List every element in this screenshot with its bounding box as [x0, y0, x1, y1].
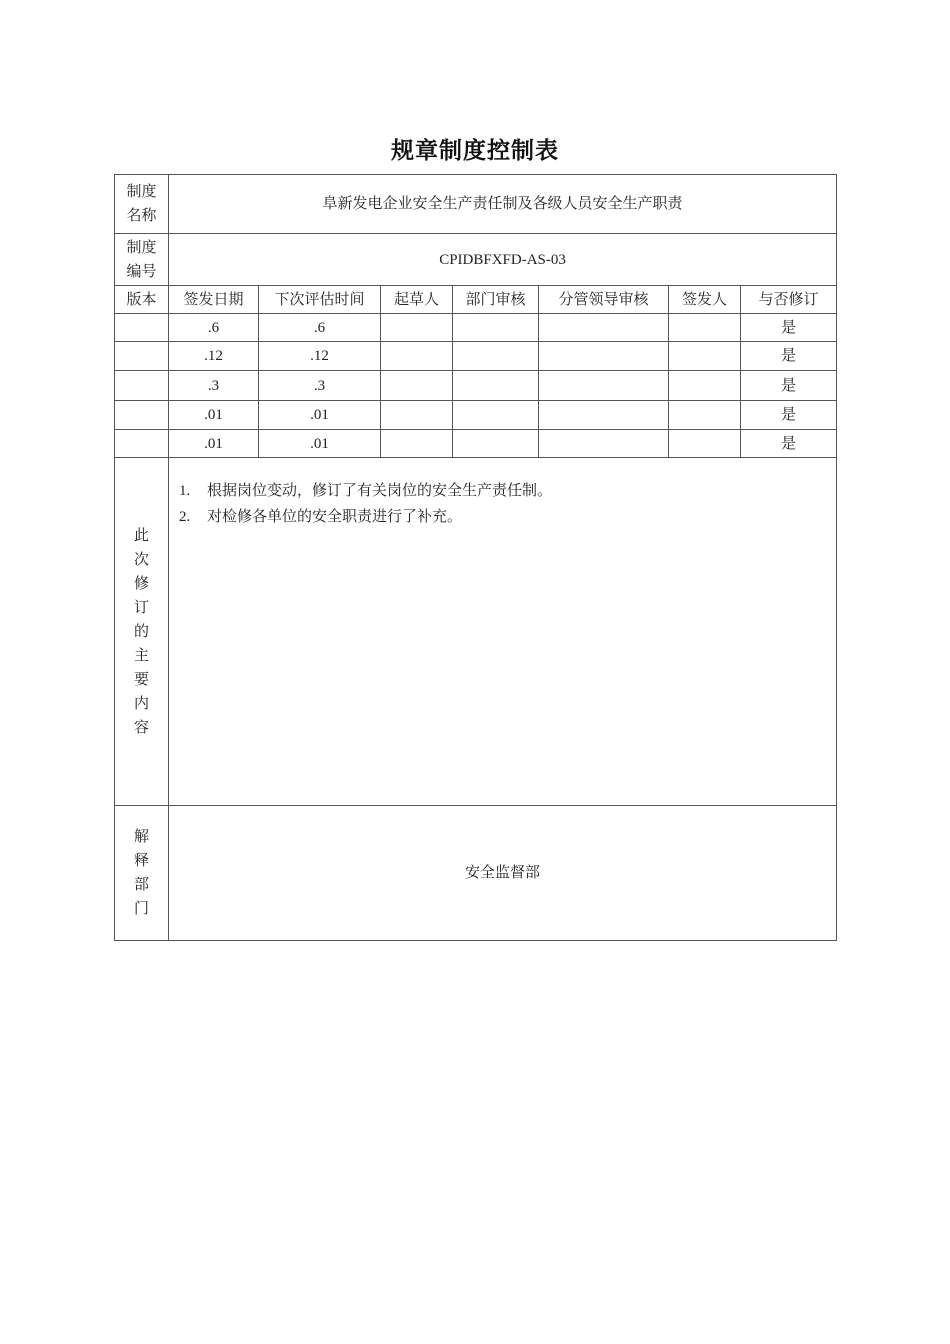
issue-date-cell: .6	[169, 314, 259, 342]
version-cell	[115, 342, 169, 371]
issuer-cell	[669, 430, 741, 458]
next-eval-cell: .01	[259, 401, 381, 430]
list-item: 1. 根据岗位变动，修订了有关岗位的安全生产责任制。	[179, 483, 553, 499]
version-cell	[115, 314, 169, 342]
issuer-cell	[669, 401, 741, 430]
dept-review-cell	[453, 430, 539, 458]
revision-label: 此 次 修 订 的 主 要 内 容	[115, 458, 169, 806]
leader-review-cell	[539, 342, 669, 371]
issue-date-cell: .01	[169, 430, 259, 458]
next-eval-cell: .3	[259, 371, 381, 401]
leader-review-cell	[539, 371, 669, 401]
drafter-cell	[381, 401, 453, 430]
next-eval-cell: .12	[259, 342, 381, 371]
revision-content	[169, 458, 837, 806]
leader-review-cell	[539, 430, 669, 458]
name-row	[115, 175, 837, 234]
next-eval-cell: .6	[259, 314, 381, 342]
revision-list	[179, 478, 826, 530]
header-next-eval: 下次评估时间	[259, 286, 381, 314]
header-drafter: 起草人	[381, 286, 453, 314]
dept-label: 解 释 部 门	[115, 806, 169, 941]
issuer-cell	[669, 342, 741, 371]
list-item: 2. 对检修各单位的安全职责进行了补充。	[179, 509, 463, 525]
header-revised: 与否修订	[741, 286, 837, 314]
dept-row	[115, 806, 837, 941]
code-row	[115, 234, 837, 286]
revision-row	[115, 458, 837, 806]
dept-review-cell	[453, 314, 539, 342]
header-dept-review: 部门审核	[453, 286, 539, 314]
revised-cell: 是	[741, 342, 837, 371]
dept-review-cell	[453, 342, 539, 371]
version-cell	[115, 430, 169, 458]
revised-cell: 是	[741, 314, 837, 342]
drafter-cell	[381, 430, 453, 458]
drafter-cell	[381, 371, 453, 401]
revised-cell: 是	[741, 371, 837, 401]
table-row	[115, 371, 837, 401]
code-value: CPIDBFXFD-AS-03	[169, 234, 837, 286]
code-label: 制度 编号	[115, 234, 169, 286]
page-title: 规章制度控制表	[391, 138, 559, 164]
header-issuer: 签发人	[669, 286, 741, 314]
issue-date-cell: .01	[169, 401, 259, 430]
name-value: 阜新发电企业安全生产责任制及各级人员安全生产职责	[169, 175, 837, 234]
version-cell	[115, 371, 169, 401]
dept-review-cell	[453, 401, 539, 430]
table-row	[115, 342, 837, 371]
table-row	[115, 430, 837, 458]
issue-date-cell: .12	[169, 342, 259, 371]
version-cell	[115, 401, 169, 430]
name-label: 制度 名称	[115, 175, 169, 234]
issuer-cell	[669, 371, 741, 401]
header-row	[115, 286, 837, 314]
leader-review-cell	[539, 401, 669, 430]
header-version: 版本	[115, 286, 169, 314]
header-issue-date: 签发日期	[169, 286, 259, 314]
dept-value: 安全监督部	[169, 806, 837, 941]
leader-review-cell	[539, 314, 669, 342]
header-leader-review: 分管领导审核	[539, 286, 669, 314]
table-row	[115, 401, 837, 430]
next-eval-cell: .01	[259, 430, 381, 458]
dept-review-cell	[453, 371, 539, 401]
issuer-cell	[669, 314, 741, 342]
revised-cell: 是	[741, 430, 837, 458]
revised-cell: 是	[741, 401, 837, 430]
drafter-cell	[381, 314, 453, 342]
table-row	[115, 314, 837, 342]
control-table	[114, 174, 837, 941]
issue-date-cell: .3	[169, 371, 259, 401]
drafter-cell	[381, 342, 453, 371]
